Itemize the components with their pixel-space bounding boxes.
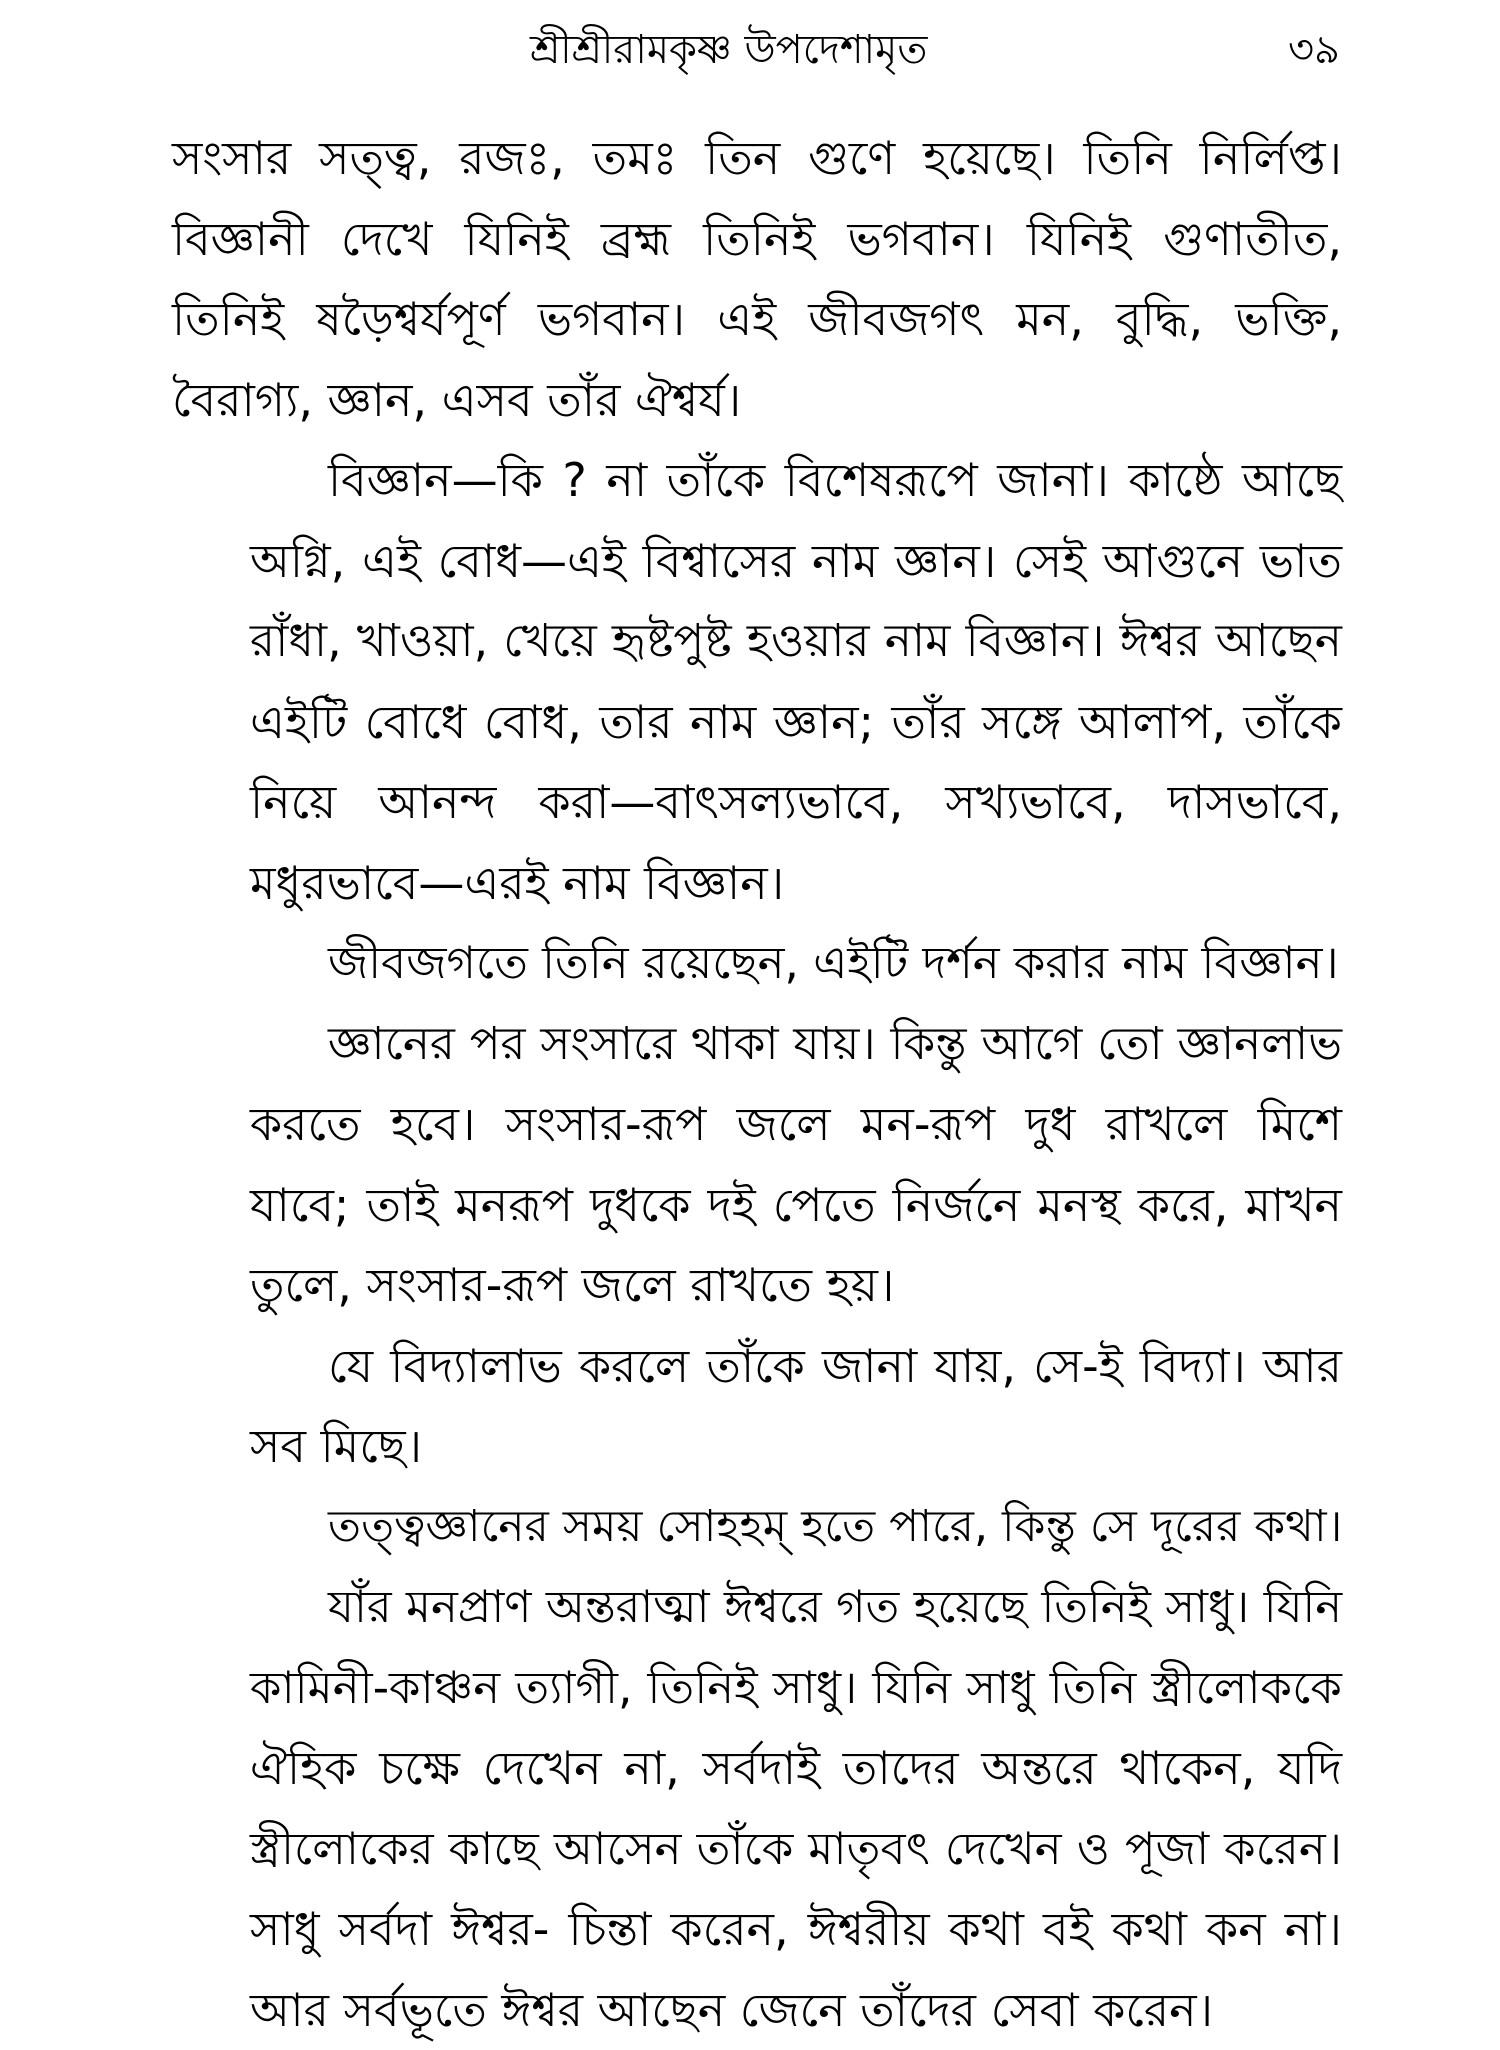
paragraph (172, 1004, 1342, 1326)
text-line: বিজ্ঞান—কি ? না তাঁকে বিশেষরূপে জানা। কাষ্ঠে আছে (172, 440, 1342, 521)
paragraph (172, 1567, 1342, 2050)
text-line: যে বিদ্যালাভ করলে তাঁকে জানা যায়, সে-ই বিদ্যা। আর (172, 1326, 1342, 1407)
text-line: বৈরাগ্য, জ্ঞান, এসব তাঁর ঐশ্বর্য। (172, 360, 1342, 441)
text-line: তুলে, সংসার-রূপ জলে রাখতে হয়। (172, 1245, 1342, 1326)
text-line: মধুরভাবে—এরই নাম বিজ্ঞান। (172, 843, 1342, 924)
page-header (170, 22, 1340, 82)
text-line: যাঁর মনপ্রাণ অন্তরাত্মা ঈশ্বরে গত হয়েছে তিনিই সাধু। যিনি (172, 1567, 1342, 1648)
text-line: আর সর্বভূতে ঈশ্বর আছেন জেনে তাঁদের সেবা করেন। (172, 1970, 1342, 2050)
text-line: তত্ত্বজ্ঞানের সময় সোহহম্‌ হতে পারে, কিন্তু সে দূরের কথা। (172, 1487, 1342, 1568)
text-line: স্ত্রীলোকের কাছে আসেন তাঁকে মাতৃবৎ দেখেন ও পূজা করেন। (172, 1809, 1342, 1890)
body-text (172, 118, 1342, 2050)
paragraph (172, 1326, 1342, 1487)
paragraph (172, 118, 1342, 440)
text-line: করতে হবে। সংসার-রূপ জলে মন-রূপ দুধ রাখলে মিশে (172, 1084, 1342, 1165)
paragraph (172, 1487, 1342, 1568)
text-line: সব মিছে। (172, 1406, 1342, 1487)
text-line: কামিনী-কাঞ্চন ত্যাগী, তিনিই সাধু। যিনি সাধু তিনি স্ত্রীলোককে (172, 1648, 1342, 1729)
text-line: যাবে; তাই মনরূপ দুধকে দই পেতে নির্জনে মনস্থ করে, মাখন (172, 1165, 1342, 1246)
page-number: ৩৯ (1288, 22, 1340, 78)
text-line: জ্ঞানের পর সংসারে থাকা যায়। কিন্তু আগে তো জ্ঞানলাভ (172, 1004, 1342, 1085)
paragraph (172, 440, 1342, 923)
running-title: শ্রীশ্রীরামকৃষ্ণ উপদেশামৃত (530, 22, 927, 78)
text-line: ঐহিক চক্ষে দেখেন না, সর্বদাই তাদের অন্তরে থাকেন, যদি (172, 1728, 1342, 1809)
text-line: নিয়ে আনন্দ করা—বাৎসল্যভাবে, সখ্যভাবে, দাসভাবে, (172, 762, 1342, 843)
text-line: রাঁধা, খাওয়া, খেয়ে হৃষ্টপুষ্ট হওয়ার নাম বিজ্ঞান। ঈশ্বর আছেন (172, 601, 1342, 682)
text-line: বিজ্ঞানী দেখে যিনিই ব্রহ্ম তিনিই ভগবান। যিনিই গুণাতীত, (172, 199, 1342, 280)
text-line: অগ্নি, এই বোধ—এই বিশ্বাসের নাম জ্ঞান। সেই আগুনে ভাত (172, 521, 1342, 602)
text-line: এইটি বোধে বোধ, তার নাম জ্ঞান; তাঁর সঙ্গে আলাপ, তাঁকে (172, 682, 1342, 763)
text-line: সাধু সর্বদা ঈশ্বর- চিন্তা করেন, ঈশ্বরীয় কথা বই কথা কন না। (172, 1889, 1342, 1970)
text-line: সংসার সত্ত্ব, রজঃ, তমঃ তিন গুণে হয়েছে। তিনি নির্লিপ্ত। (172, 118, 1342, 199)
text-line: জীবজগতে তিনি রয়েছেন, এইটি দর্শন করার নাম বিজ্ঞান। (172, 923, 1342, 1004)
text-line: তিনিই ষড়ৈশ্বর্যপূর্ণ ভগবান। এই জীবজগৎ মন, বুদ্ধি, ভক্তি, (172, 279, 1342, 360)
paragraph (172, 923, 1342, 1004)
